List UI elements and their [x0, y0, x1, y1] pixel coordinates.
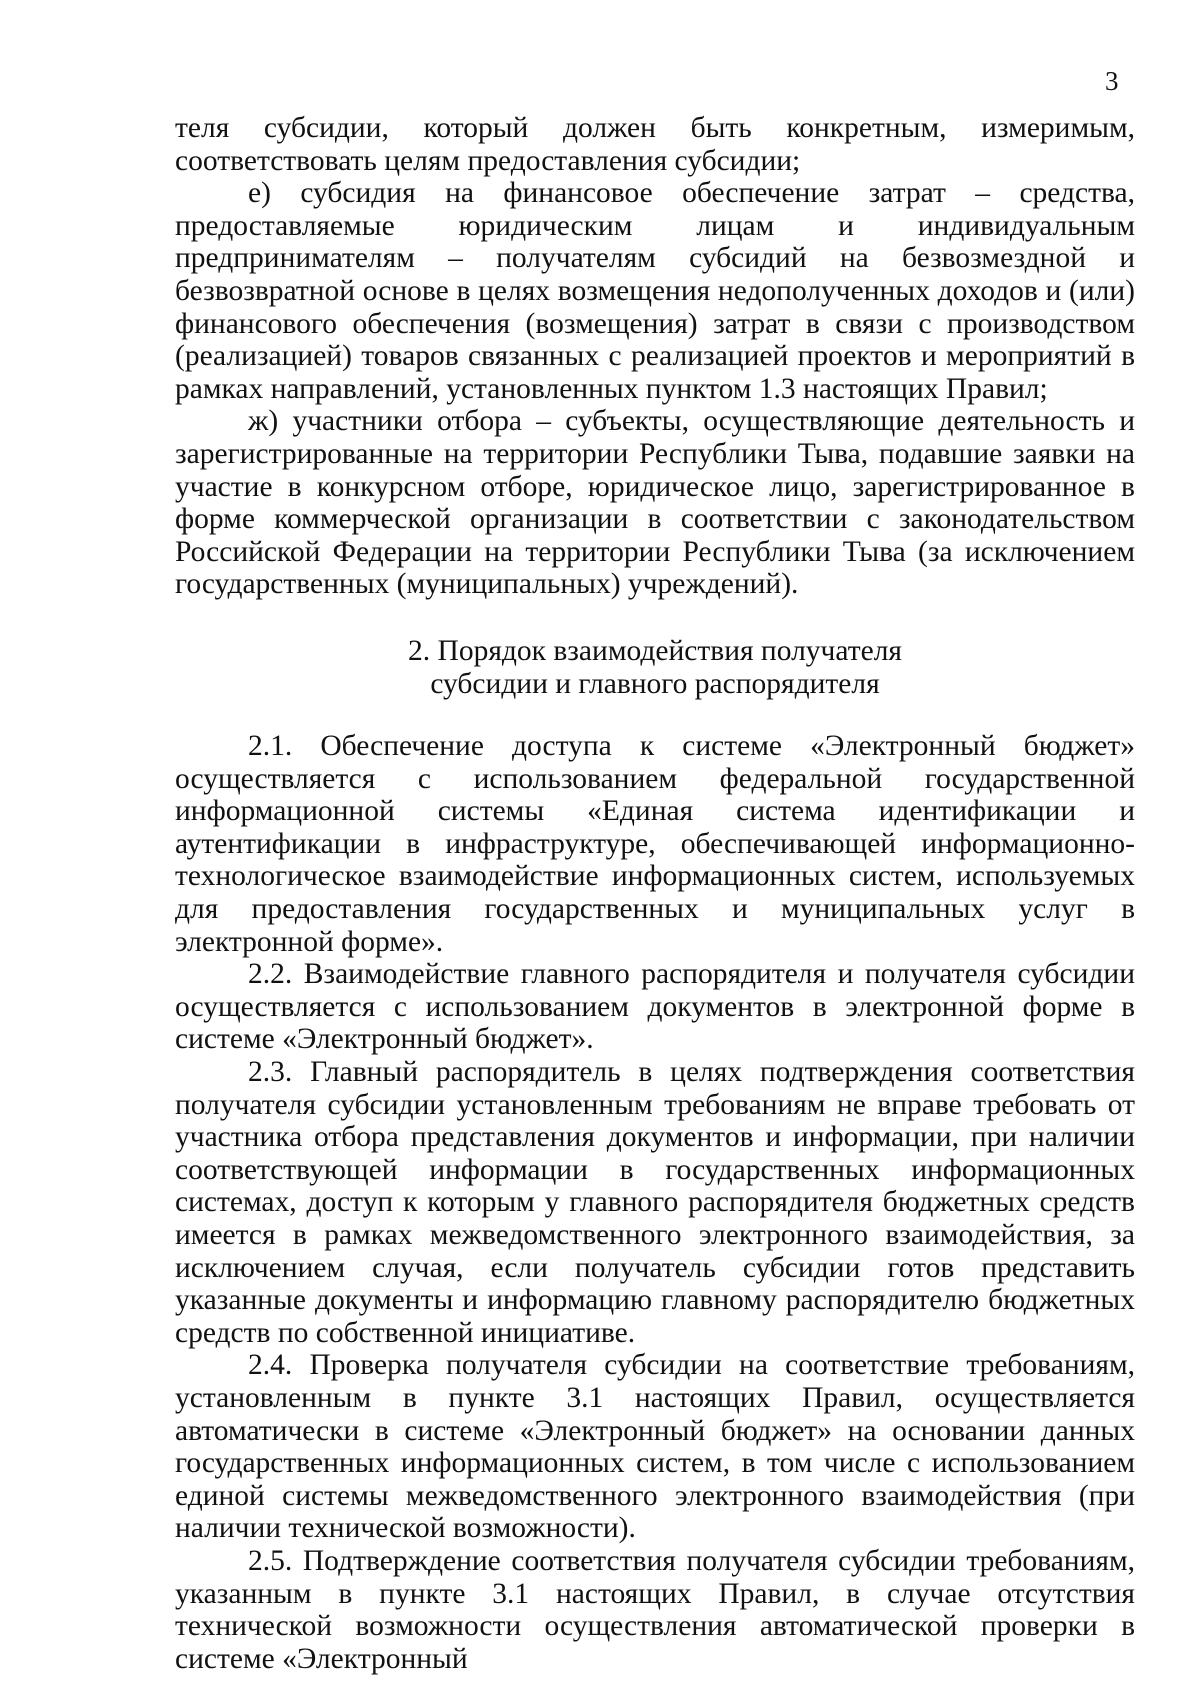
- section-heading-line-2: субсидии и главного распорядителя: [430, 667, 880, 700]
- document-body: [175, 112, 1135, 1675]
- paragraph-2-4: 2.4. Проверка получателя субсидии на соответствие требованиям, установленным в пункте 3.1 настоящих Правил, осуществляется автоматически в системе «Электронный бюджет» на основании данных государственных информационных систем, в том числе с использованием единой системы межведомственного электронного взаимодействия (при наличии технической возможности).: [175, 1349, 1135, 1545]
- paragraph-continuation: теля субсидии, который должен быть конкретным, измеримым, соответствовать целям предоставления субсидии;: [175, 112, 1135, 177]
- section-heading-line-1: 2. Порядок взаимодействия получателя: [408, 634, 902, 667]
- paragraph-2-1: 2.1. Обеспечение доступа к системе «Электронный бюджет» осуществляется с использованием федеральной государственной информационной системы «Единая система идентификации и аутентификации в инфраструктуре, обеспечивающей информационно-технологическое взаимодействие информационных систем, используемых для предоставления государственных и муниципальных услуг в электронной форме».: [175, 730, 1135, 958]
- section-heading: [175, 635, 1135, 700]
- paragraph-2-3: 2.3. Главный распорядитель в целях подтверждения соответствия получателя субсидии установленным требованиям не вправе требовать от участника отбора представления документов и информации, при наличии соответствующей информации в государственных информационных системах, доступ к которым у главного распорядителя бюджетных средств имеется в рамках межведомственного электронного взаимодействия, за исключением случая, если получатель субсидии готов представить указанные документы и информацию главному распорядителю бюджетных средств по собственной инициативе.: [175, 1056, 1135, 1349]
- paragraph-2-2: 2.2. Взаимодействие главного распорядителя и получателя субсидии осуществляется с использованием документов в электронной форме в системе «Электронный бюджет».: [175, 958, 1135, 1056]
- paragraph-item-e: е) субсидия на финансовое обеспечение затрат – средства, предоставляемые юридическим лицам и индивидуальным предпринимателям – получателям субсидий на безвозмездной и безвозвратной основе в целях возмещения недополученных доходов и (или) финансового обеспечения (возмещения) затрат в связи с производством (реализацией) товаров связанных с реализацией проектов и мероприятий в рамках направлений, установленных пунктом 1.3 настоящих Правил;: [175, 177, 1135, 405]
- paragraph-item-zh: ж) участники отбора – субъекты, осуществляющие деятельность и зарегистрированные на территории Республики Тыва, подавшие заявки на участие в конкурсном отборе, юридическое лицо, зарегистрированное в форме коммерческой организации в соответствии с законодательством Российской Федерации на территории Республики Тыва (за исключением государственных (муниципальных) учреждений).: [175, 405, 1135, 601]
- paragraph-2-5: 2.5. Подтверждение соответствия получателя субсидии требованиям, указанным в пункте 3.1 настоящих Правил, в случае отсутствия технической возможности осуществления автоматической проверки в системе «Электронный: [175, 1544, 1135, 1675]
- page-number: 3: [1105, 66, 1119, 96]
